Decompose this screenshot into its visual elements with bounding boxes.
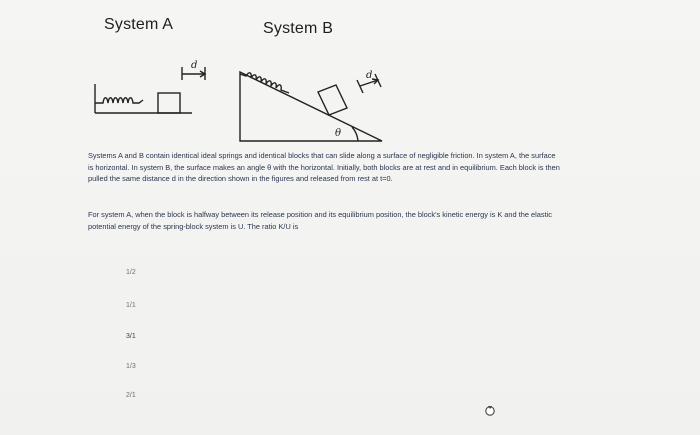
system-b-title: System B <box>263 20 334 37</box>
answer-choice-3-1[interactable]: 3/1 <box>126 333 136 340</box>
system-b-figure <box>240 70 382 141</box>
system-b-block <box>318 85 347 115</box>
mouse-cursor-icon <box>484 403 496 417</box>
system-b-angle-label: θ <box>335 128 342 139</box>
problem-statement <box>88 150 700 185</box>
statement-line: pulled the same distance d in the direction shown in the figures and released from rest at t=0. <box>88 174 393 184</box>
system-a-figure <box>95 60 205 113</box>
answer-choice-2-1[interactable]: 2/1 <box>126 392 136 399</box>
system-a-spring <box>95 98 143 103</box>
answer-choice-1-3[interactable]: 1/3 <box>126 363 136 370</box>
question-line: For system A, when the block is halfway between its release position and its equilibrium position, the block's kinetic energy is K and the elastic <box>88 210 552 219</box>
question-text <box>88 209 700 232</box>
answer-choice-1-2[interactable]: 1/2 <box>126 269 136 276</box>
statement-line: is horizontal. In system B, the surface makes an angle θ with the horizontal. Initially, both blocks are at rest and in equilibrium. Each block is then <box>88 162 560 172</box>
system-a-d-label: d <box>191 60 198 71</box>
system-b-d-label: d <box>366 70 373 81</box>
systems-figure <box>0 45 700 155</box>
statement-line: Systems A and B contain identical ideal springs and identical blocks that can slide along a surface of negligible friction. In system A, the surface <box>88 151 556 160</box>
system-b-incline <box>240 72 382 141</box>
question-line: potential energy of the spring-block system is U. The ratio K/U is <box>88 221 299 231</box>
system-a-block <box>158 93 180 113</box>
system-b-d-tick-left <box>357 80 363 93</box>
system-a-title: System A <box>104 16 174 33</box>
answer-choice-1-1[interactable]: 1/1 <box>126 302 136 309</box>
